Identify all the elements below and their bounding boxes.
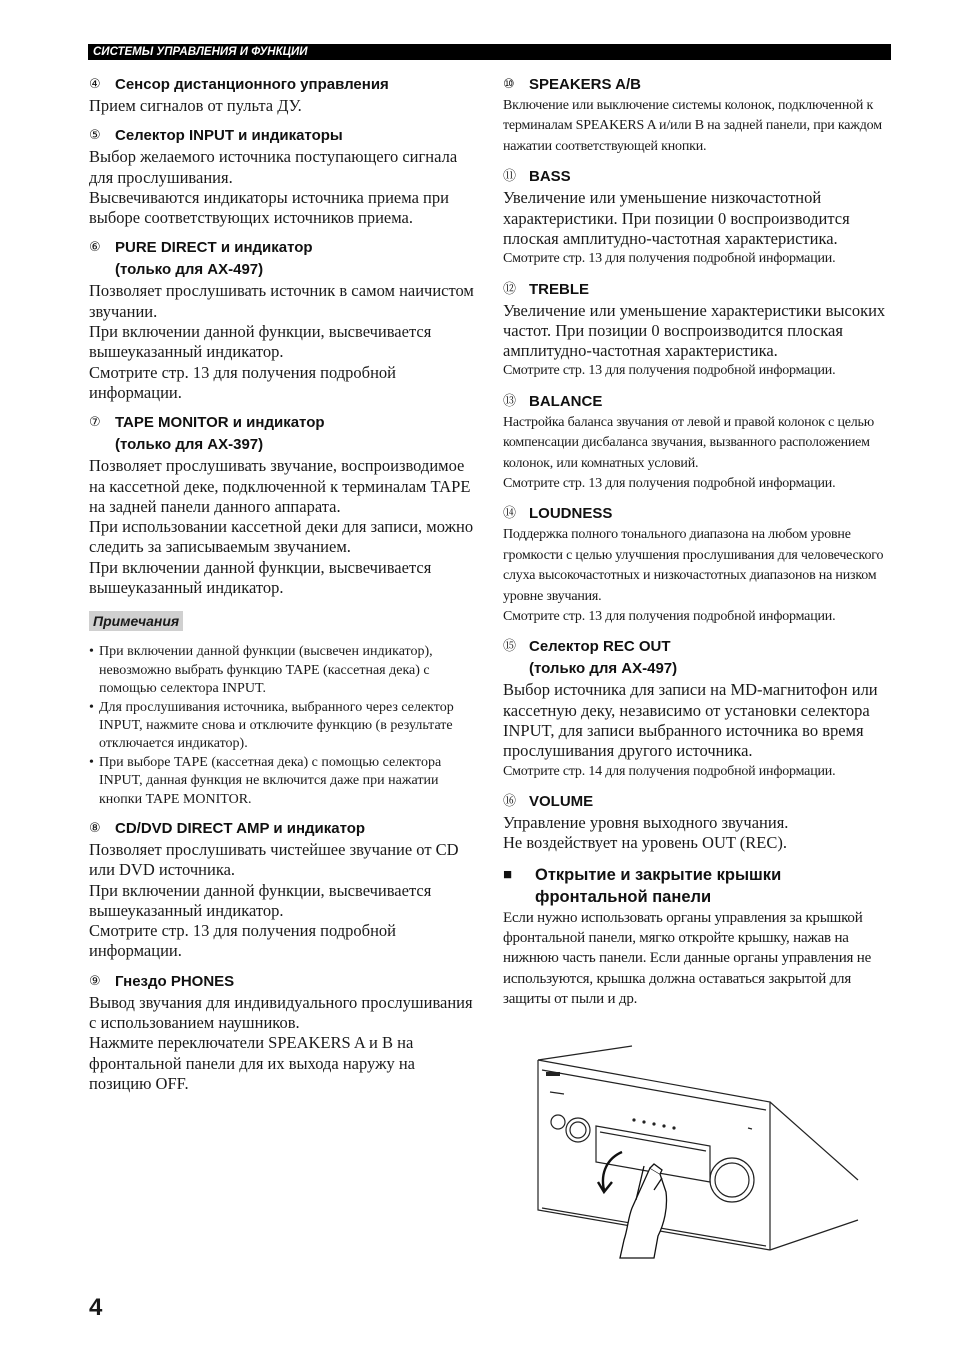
left-items-top (89, 74, 479, 598)
item-heading (89, 237, 479, 281)
item-title (529, 391, 602, 413)
item-title-line1: Селектор REC OUT (529, 638, 671, 656)
item-heading (89, 971, 479, 993)
item-text: Увеличение или уменьшение низкочастотной характеристики. При позиции 0 воспроизводится плоская амплитудно-частотная характеристика. (503, 188, 850, 248)
item-number: ⑥ (89, 240, 101, 256)
item-heading (89, 74, 479, 96)
item-small-text: Поддержка полного тонального диапазона на любом уровне громкости с целью улучшения прослушивания для человеческого слуха высокочастотных и низкочастотных диапазонов на низком уровне звучания. Смотрите стр. 13 для получения подробной информации. (503, 527, 884, 625)
item-number: ⑫ (503, 281, 517, 297)
item-entry (503, 391, 895, 495)
item-entry (503, 74, 895, 157)
item-entry (89, 74, 479, 116)
item-title (529, 636, 677, 680)
item-heading (503, 279, 895, 301)
item-title-line2: (только для AX-497) (529, 660, 678, 678)
note-text: При выборе TAPE (кассетная дека) с помощью селектора INPUT, данная функция не включится даже при нажатии кнопки TAPE MONITOR. (99, 754, 442, 807)
item-title (115, 74, 389, 96)
item-number: ⑪ (503, 169, 517, 185)
item-entry (503, 279, 895, 382)
item-small-text: Смотрите стр. 13 для получения подробной информации. (503, 363, 836, 379)
note-text: Для прослушивания источника, выбранного через селектор INPUT, нажмите снова и отключите функцию (в результате отключается индикатор). (99, 699, 454, 752)
item-entry (503, 503, 895, 627)
notes-list (89, 643, 479, 809)
item-title-line1: TAPE MONITOR и индикатор (115, 414, 325, 432)
section-marker: ■ (503, 865, 513, 883)
item-entry (89, 237, 479, 403)
section-header-bar (88, 44, 891, 60)
item-heading (503, 74, 895, 96)
section-title-line1: Открытие и закрытие крышки (535, 865, 782, 884)
item-text: Вывод звучания для индивидуального прослушивания с использованием наушников. Нажмите переключатели SPEAKERS A и B на фронтальной панели для их выхода наружу на позицию OFF. (89, 992, 473, 1093)
item-title-line1: Селектор INPUT и индикаторы (115, 127, 343, 145)
item-title-line1: Сенсор дистанционного управления (115, 76, 389, 93)
item-title-line1: BALANCE (529, 392, 603, 410)
item-text: Увеличение или уменьшение характеристики высоких частот. При позиции 0 воспроизводится плоская амплитудно-частотная характеристика. (503, 300, 886, 361)
left-column (89, 74, 479, 1103)
item-title (115, 237, 313, 281)
item-heading (89, 818, 479, 840)
item-title-line1: CD/DVD DIRECT AMP и индикатор (115, 820, 366, 837)
item-text: Выбор источника для записи на MD-магнитофон или кассетную деку, независимо от установки селектора INPUT, для записи выбранного источника во время прослушивания другого источника. (503, 680, 878, 761)
item-number: ⑯ (503, 794, 517, 810)
item-number: ⑭ (503, 506, 517, 522)
item-title-line2: (только для AX-497) (115, 261, 264, 279)
item-entry (89, 818, 479, 962)
item-title (115, 412, 325, 456)
notes-label: Примечания (89, 611, 183, 631)
item-number: ⑩ (503, 77, 515, 92)
item-entry (89, 125, 479, 228)
section-heading (503, 864, 895, 908)
item-heading (503, 503, 895, 525)
item-heading (89, 412, 479, 456)
item-entry (503, 791, 895, 854)
item-number: ⑧ (89, 821, 101, 836)
item-number: ④ (89, 77, 101, 92)
right-column (503, 74, 895, 1010)
item-title-line1: BASS (529, 168, 571, 186)
section-header-title: СИСТЕМЫ УПРАВЛЕНИЯ И ФУНКЦИИ (93, 46, 308, 58)
item-title (529, 74, 641, 96)
item-title-line2: (только для AX-397) (115, 436, 264, 454)
item-title (529, 791, 593, 813)
item-small-text: Включение или выключение системы колонок, подключенной к терминалам SPEAKERS A и/или B на задней панели, при каждом нажатии соответствующей кнопки. (503, 98, 882, 154)
page-number: 4 (89, 1294, 103, 1321)
item-title (115, 971, 234, 993)
item-title-line1: VOLUME (529, 793, 594, 811)
item-number: ⑬ (503, 393, 517, 409)
item-entry (89, 412, 479, 598)
item-heading (89, 125, 479, 147)
item-title (115, 818, 365, 840)
note-bullet: • (89, 644, 94, 660)
item-small-text: Смотрите стр. 14 для получения подробной информации. (503, 763, 836, 779)
receiver-front-panel-illustration (520, 1040, 860, 1260)
item-text: Управление уровня выходного звучания. Не воздействует на уровень OUT (REC). (503, 813, 789, 853)
item-title-line1: TREBLE (529, 280, 589, 298)
item-title-line1: LOUDNESS (529, 505, 613, 523)
left-items-bottom (89, 818, 479, 1094)
item-number: ⑤ (89, 128, 101, 144)
item-number: ⑦ (89, 415, 101, 431)
right-items (503, 74, 895, 854)
note-item (89, 699, 479, 754)
item-title-line1: Гнездо PHONES (115, 972, 235, 990)
note-text: При включении данной функции (высвечен индикатор), невозможно выбрать функцию TAPE (кассетная дека) с помощью селектора INPUT. (99, 644, 433, 697)
item-text: Позволяет прослушивать источник в самом наичистом звучании. При включении данной функции, высвечивается вышеуказанный индикатор. Смотрите стр. 13 для получения подробной информации. (89, 281, 474, 402)
item-title-line1: PURE DIRECT и индикатор (115, 239, 313, 257)
item-title-line1: SPEAKERS A/B (529, 76, 641, 93)
item-title (529, 503, 612, 525)
item-text: Прием сигналов от пульта ДУ. (89, 96, 302, 115)
section-title-line2: фронтальной панели (535, 887, 712, 906)
item-heading (503, 391, 895, 413)
item-number: ⑨ (89, 973, 101, 989)
note-item (89, 754, 479, 809)
item-entry (89, 971, 479, 1094)
item-text: Позволяет прослушивать звучание, воспроизводимое на кассетной деке, подключенной к терминалам TAPE на задней панели данного аппарата. При использовании кассетной деки для записи, можно следить за записываемым звучанием. При включении данной функции, высвечивается вышеуказанный индикатор. (89, 456, 474, 598)
item-text: Позволяет прослушивать чистейшее звучание от CD или DVD источника. При включении данной функции, высвечивается вышеуказанный индикатор. Смотрите стр. 13 для получения подробной информации. (89, 840, 459, 961)
item-entry (503, 166, 895, 269)
section-text: Если нужно использовать органы управления за крышкой фронтальной панели, мягко откройте крышку, нажав на нижнюю часть панели. Если данные органы управления не используются, крышка должна оставаться закрытой для защиты от пыли и др. (503, 909, 872, 1008)
item-title (529, 166, 571, 188)
note-bullet: • (89, 699, 94, 715)
item-small-text: Настройка баланса звучания от левой и правой колонок с целью компенсации дисбаланса звучания, вызванного расположением колонок, или комнатных условий. Смотрите стр. 13 для получения подробной информации. (503, 414, 874, 492)
item-small-text: Смотрите стр. 13 для получения подробной информации. (503, 251, 836, 267)
item-title (115, 125, 343, 147)
item-entry (503, 636, 895, 782)
item-text: Выбор желаемого источника поступающего сигнала для прослушивания. Высвечиваются индикаторы источника приема при выборе соответствующих источников приема. (89, 147, 458, 228)
item-heading (503, 791, 895, 813)
item-title (529, 279, 589, 301)
note-bullet: • (89, 754, 94, 770)
item-heading (503, 636, 895, 680)
item-number: ⑮ (503, 639, 517, 655)
item-heading (503, 166, 895, 188)
note-item (89, 643, 479, 698)
section-title (535, 864, 781, 908)
